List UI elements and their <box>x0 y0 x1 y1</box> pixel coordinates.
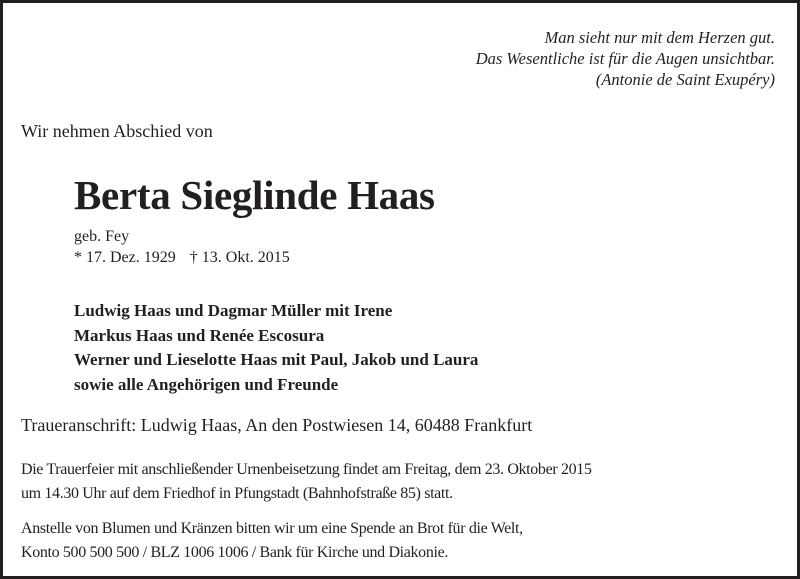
ceremony-line: um 14.30 Uhr auf dem Friedhof in Pfungstadt (Bahnhofstraße 85) statt. <box>21 485 453 502</box>
ceremony-info <box>21 458 592 506</box>
mourner-line: Ludwig Haas und Dagmar Müller mit Irene <box>74 301 393 320</box>
mourner-line: sowie alle Angehörigen und Freunde <box>74 374 339 394</box>
mourning-address: Traueranschrift: Ludwig Haas, An den Postwiesen 14, 60488 Frankfurt <box>21 415 533 435</box>
mourners-list <box>74 299 478 397</box>
mourner-line: Werner und Lieselotte Haas mit Paul, Jakob und Laura <box>74 350 479 369</box>
donation-info <box>21 517 523 565</box>
donation-line: Konto 500 500 500 / BLZ 1006 1006 / Bank für Kirche und Diakonie. <box>21 544 448 561</box>
donation-line: Anstelle von Blumen und Kränzen bitten wir um eine Spende an Brot für die Welt, <box>21 520 523 537</box>
life-dates <box>74 248 290 268</box>
deceased-name: Berta Sieglinde Haas <box>74 172 435 218</box>
intro-text: Wir nehmen Abschied von <box>21 121 213 141</box>
death-date: † 13. Okt. 2015 <box>189 249 290 266</box>
quote-attribution: (Antonie de Saint Exupéry) <box>595 70 775 89</box>
quote-line: Das Wesentliche ist für die Augen unsichtbar. <box>475 49 775 68</box>
maiden-name: geb. Fey <box>74 228 130 245</box>
quote-line: Man sieht nur mit dem Herzen gut. <box>544 28 775 47</box>
epigraph-quote <box>476 27 775 90</box>
mourner-line: Markus Haas und Renée Escosura <box>74 325 325 345</box>
birth-date: * 17. Dez. 1929 <box>74 249 176 266</box>
ceremony-line: Die Trauerfeier mit anschließender Urnenbeisetzung findet am Freitag, dem 23. Oktober 2015 <box>21 461 592 478</box>
